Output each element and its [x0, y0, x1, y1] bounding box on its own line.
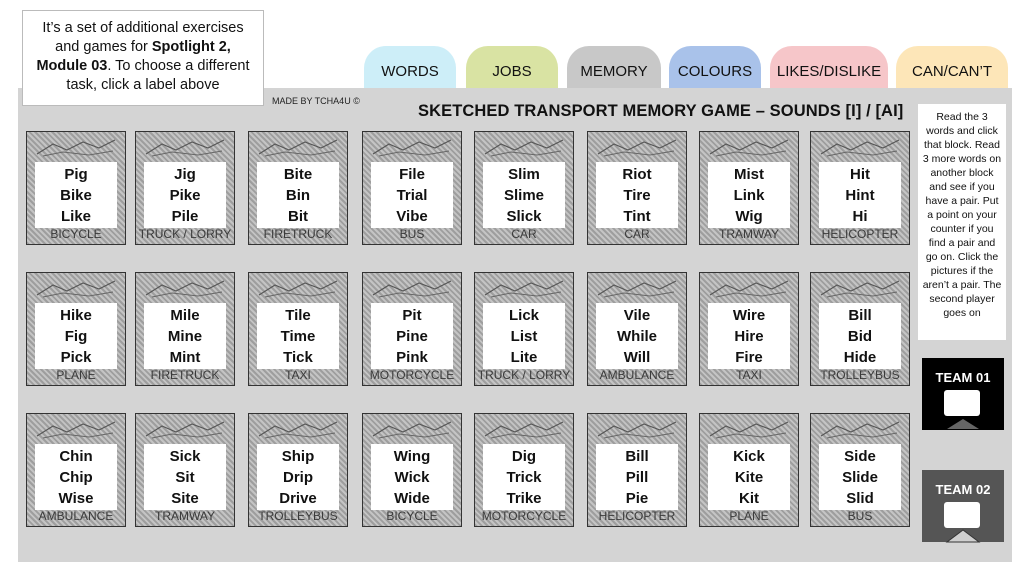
card-word: Fig	[64, 327, 88, 345]
sketch-picture-icon	[33, 277, 119, 299]
card-word: Pill	[625, 468, 649, 486]
card-word: Chin	[59, 447, 93, 465]
tab-memory[interactable]: MEMORY	[567, 46, 661, 88]
tab-words[interactable]: WORDS	[364, 46, 456, 88]
card-word: While	[617, 327, 657, 345]
memory-card[interactable]	[248, 413, 348, 527]
score-display	[944, 502, 980, 528]
team-label: TEAM 01	[935, 370, 991, 385]
sketch-picture-icon	[369, 418, 455, 440]
card-word: Ship	[281, 447, 315, 465]
card-caption: TRUCK / LORRY	[138, 227, 232, 241]
card-word: Drip	[283, 468, 313, 486]
card-caption: PLANE	[729, 509, 769, 523]
card-word: File	[399, 165, 425, 183]
memory-card[interactable]	[587, 413, 687, 527]
card-word: Hire	[734, 327, 764, 345]
sketch-picture-icon	[481, 418, 567, 440]
card-word: Lite	[510, 348, 538, 366]
card-word: Wick	[394, 468, 430, 486]
info-text-bold: Spotlight 2, Module 03	[36, 39, 231, 74]
word-box	[596, 303, 678, 369]
memory-card[interactable]	[135, 413, 235, 527]
card-word: Slide	[842, 468, 878, 486]
card-word: Wise	[58, 489, 94, 507]
memory-card[interactable]	[135, 272, 235, 386]
card-word: Vile	[623, 306, 651, 324]
word-box	[257, 303, 339, 369]
sketch-picture-icon	[481, 136, 567, 158]
card-word: Kit	[739, 489, 759, 507]
info-box	[22, 10, 264, 106]
memory-card[interactable]	[810, 413, 910, 527]
word-box	[708, 444, 790, 510]
team-label: TEAM 02	[935, 482, 991, 497]
word-box	[819, 303, 901, 369]
sketch-picture-icon	[706, 136, 792, 158]
card-word: Wing	[393, 447, 431, 465]
card-word: Link	[733, 186, 765, 204]
card-word: Slid	[846, 489, 874, 507]
sketch-picture-icon	[33, 136, 119, 158]
card-caption: AMBULANCE	[38, 509, 114, 523]
card-word: Slick	[506, 207, 542, 225]
card-word: Wide	[394, 489, 430, 507]
sketch-picture-icon	[255, 136, 341, 158]
card-word: Wig	[735, 207, 763, 225]
team-1-counter[interactable]	[922, 358, 1004, 430]
card-word: Bit	[288, 207, 308, 225]
card-word: Tire	[623, 186, 651, 204]
card-word: Bin	[285, 186, 311, 204]
card-caption: MOTORCYCLE	[481, 509, 567, 523]
card-word: Hide	[843, 348, 877, 366]
card-word: Pine	[396, 327, 428, 345]
card-word: Pick	[60, 348, 92, 366]
card-word: Site	[171, 489, 199, 507]
card-caption: TRAMWAY	[155, 509, 215, 523]
memory-card[interactable]	[474, 272, 574, 386]
card-word: Tile	[285, 306, 311, 324]
team-2-counter[interactable]	[922, 470, 1004, 542]
memory-card[interactable]	[362, 413, 462, 527]
word-box	[708, 303, 790, 369]
sketch-picture-icon	[706, 277, 792, 299]
word-box	[371, 444, 453, 510]
card-word: Kite	[734, 468, 764, 486]
word-box	[35, 303, 117, 369]
word-box	[371, 303, 453, 369]
card-caption: BICYCLE	[386, 509, 438, 523]
card-word: Hint	[845, 186, 875, 204]
word-box	[371, 162, 453, 228]
card-word: Hike	[60, 306, 92, 324]
tab-colours[interactable]: COLOURS	[669, 46, 761, 88]
word-box	[144, 444, 226, 510]
card-caption: TAXI	[285, 368, 311, 382]
card-caption: BUS	[399, 227, 425, 241]
card-caption: MOTORCYCLE	[369, 368, 455, 382]
card-word: Dig	[511, 447, 537, 465]
memory-card[interactable]	[699, 272, 799, 386]
card-caption: TRUCK / LORRY	[477, 368, 571, 382]
card-word: Pig	[64, 165, 88, 183]
card-word: Chip	[59, 468, 93, 486]
sketch-picture-icon	[369, 136, 455, 158]
card-caption: FIRETRUCK	[150, 368, 220, 382]
memory-card[interactable]	[810, 131, 910, 245]
card-word: Sit	[175, 468, 195, 486]
card-caption: CAR	[511, 227, 537, 241]
sketch-picture-icon	[369, 277, 455, 299]
sketch-picture-icon	[594, 418, 680, 440]
info-text-part2: . To choose a different task, click a label above	[66, 58, 250, 93]
memory-card[interactable]	[699, 131, 799, 245]
word-box	[596, 162, 678, 228]
card-word: Hit	[850, 165, 870, 183]
sketch-picture-icon	[817, 418, 903, 440]
word-box	[819, 162, 901, 228]
card-word: Trike	[506, 489, 542, 507]
card-caption: TROLLEYBUS	[258, 509, 338, 523]
word-box	[257, 444, 339, 510]
card-word: Riot	[622, 165, 652, 183]
card-word: Vibe	[396, 207, 428, 225]
word-box	[35, 162, 117, 228]
sketch-picture-icon	[706, 418, 792, 440]
memory-card[interactable]	[362, 131, 462, 245]
sketch-picture-icon	[142, 418, 228, 440]
page-title: SKETCHED TRANSPORT MEMORY GAME – SOUNDS [I] / [AI]	[418, 102, 904, 120]
card-word: Pit	[402, 306, 422, 324]
sketch-picture-icon	[255, 418, 341, 440]
sketch-picture-icon	[594, 277, 680, 299]
card-word: Mist	[734, 165, 764, 183]
word-box	[144, 303, 226, 369]
memory-card[interactable]	[135, 131, 235, 245]
card-caption: BICYCLE	[50, 227, 102, 241]
word-box	[483, 444, 565, 510]
sketch-picture-icon	[255, 277, 341, 299]
word-box	[819, 444, 901, 510]
card-caption: PLANE	[56, 368, 96, 382]
score-display	[944, 390, 980, 416]
card-word: Trick	[506, 468, 542, 486]
card-word: Pie	[625, 489, 649, 507]
memory-card[interactable]	[474, 413, 574, 527]
sketch-picture-icon	[142, 136, 228, 158]
word-box	[708, 162, 790, 228]
word-box	[483, 303, 565, 369]
sketch-picture-icon	[594, 136, 680, 158]
card-word: Bid	[847, 327, 873, 345]
card-word: Time	[280, 327, 316, 345]
card-caption: TAXI	[736, 368, 762, 382]
card-word: Side	[844, 447, 876, 465]
memory-card[interactable]	[26, 413, 126, 527]
card-word: Will	[623, 348, 651, 366]
card-word: Bite	[283, 165, 313, 183]
card-word: Trial	[396, 186, 428, 204]
word-box	[35, 444, 117, 510]
card-word: Slim	[508, 165, 540, 183]
sketch-picture-icon	[817, 136, 903, 158]
card-word: Lick	[508, 306, 539, 324]
card-word: Bill	[625, 447, 649, 465]
word-box	[257, 162, 339, 228]
sketch-picture-icon	[817, 277, 903, 299]
card-word: Jig	[174, 165, 196, 183]
card-word: Pink	[396, 348, 428, 366]
sketch-picture-icon	[142, 277, 228, 299]
memory-card[interactable]	[26, 131, 126, 245]
card-caption: FIRETRUCK	[263, 227, 333, 241]
memory-card[interactable]	[699, 413, 799, 527]
card-word: Pile	[171, 207, 199, 225]
card-word: Bike	[60, 186, 92, 204]
counter-up-icon[interactable]	[945, 529, 981, 543]
word-box	[483, 162, 565, 228]
card-word: Mine	[167, 327, 203, 345]
card-caption: AMBULANCE	[599, 368, 675, 382]
card-word: Wire	[732, 306, 766, 324]
instructions-panel: Read the 3 words and click that block. Read 3 more words on another block and see if you have a pair. Put a point on your counter if you find a pair and go on. Click the pictures if the aren’t a pair. The second player goes on	[918, 104, 1006, 340]
card-caption: HELICOPTER	[598, 509, 676, 523]
tab-jobs[interactable]: JOBS	[466, 46, 558, 88]
memory-card[interactable]	[248, 131, 348, 245]
card-caption: CAR	[624, 227, 650, 241]
card-word: Tick	[283, 348, 313, 366]
card-word: Kick	[733, 447, 765, 465]
card-word: Mile	[170, 306, 200, 324]
card-caption: HELICOPTER	[821, 227, 899, 241]
card-word: Slime	[503, 186, 545, 204]
card-caption: TROLLEYBUS	[820, 368, 900, 382]
memory-card[interactable]	[810, 272, 910, 386]
memory-card[interactable]	[587, 272, 687, 386]
made-by-label: MADE BY TCHA4U ©	[272, 96, 360, 106]
tab-can-can-t[interactable]: CAN/CAN’T	[896, 46, 1008, 88]
word-box	[144, 162, 226, 228]
card-caption: TRAMWAY	[719, 227, 779, 241]
card-word: Bill	[848, 306, 872, 324]
sketch-picture-icon	[481, 277, 567, 299]
card-word: Mint	[169, 348, 201, 366]
card-word: Fire	[735, 348, 763, 366]
word-box	[596, 444, 678, 510]
memory-card[interactable]	[248, 272, 348, 386]
memory-card[interactable]	[362, 272, 462, 386]
memory-card[interactable]	[587, 131, 687, 245]
counter-down-icon[interactable]	[945, 417, 981, 431]
sketch-picture-icon	[33, 418, 119, 440]
memory-card[interactable]	[26, 272, 126, 386]
card-word: Sick	[169, 447, 201, 465]
card-word: Drive	[279, 489, 317, 507]
card-word: Like	[60, 207, 91, 225]
card-caption: BUS	[847, 509, 873, 523]
card-word: List	[510, 327, 538, 345]
tab-likes-dislike[interactable]: LIKES/DISLIKE	[770, 46, 888, 88]
card-word: Tint	[623, 207, 651, 225]
memory-card[interactable]	[474, 131, 574, 245]
info-text-part1: It’s a set of additional exercises and games for	[42, 20, 244, 55]
card-word: Pike	[169, 186, 201, 204]
card-word: Hi	[852, 207, 868, 225]
